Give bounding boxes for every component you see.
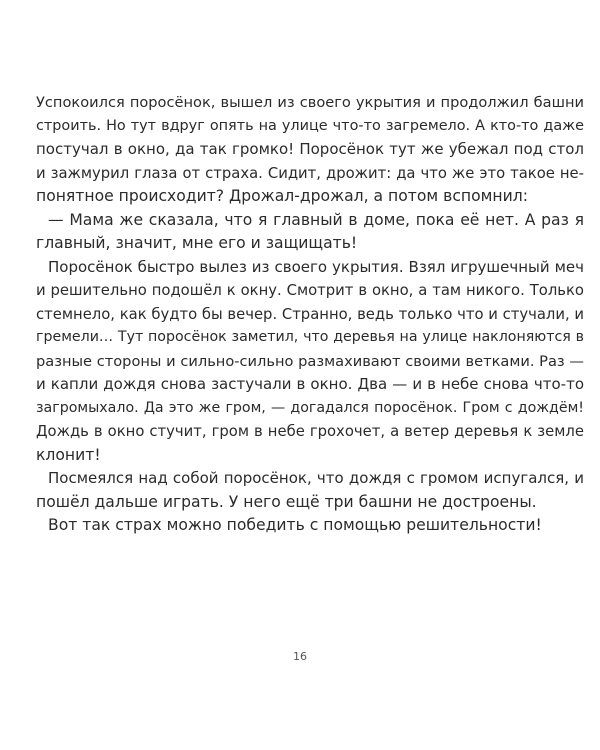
text-line: Успокоился поросёнок, вышел из своего укрытия и продолжил башни (36, 94, 584, 111)
text-line: загромыхало. Да это же гром, — догадался поросёнок. Гром с дождём! (36, 399, 584, 416)
text-line: стемнело, как будто бы вечер. Странно, ведь только что и стучали, и (36, 305, 584, 323)
text-line: Посмеялся над собой поросёнок, что дождя с громом испугался, и (48, 469, 584, 487)
text-line: понятное происходит? Дрожал-дрожал, а потом вспомнил: (36, 187, 528, 205)
text-line: постучал в окно, да так громко! Поросёнок тут же убежал под стол (36, 140, 584, 158)
text-line: разные стороны и сильно-сильно размахивают своими ветками. Раз — (36, 352, 584, 370)
text-line: и капли дождя снова застучали в окно. Два — и в небе снова что-то (36, 375, 584, 393)
story-text (36, 91, 584, 538)
text-line: гремели… Тут поросёнок заметил, что деревья на улице наклоняются в (36, 329, 584, 345)
text-line: — Мама же сказала, что я главный в доме, пока её нет. А раз я (48, 210, 584, 229)
text-line: Поросёнок быстро вылез из своего укрытия. Взял игрушечный меч (48, 257, 584, 276)
text-line: и решительно подошёл к окну. Смотрит в окно, а там никого. Только (36, 282, 584, 299)
text-line: Вот так страх можно победить с помощью решительности! (48, 516, 542, 534)
text-line: главный, значит, мне его и защищать! (36, 234, 358, 252)
text-line: Дождь в окно стучит, гром в небе грохочет, а ветер деревья к земле (36, 423, 584, 440)
text-line: клонит! (36, 445, 101, 464)
text-line: и зажмурил глаза от страха. Сидит, дрожит: да что же это такое не- (36, 164, 584, 182)
text-line: строить. Но тут вдруг опять на улице что-то загремело. А кто-то даже (36, 117, 584, 134)
page-number: 16 (293, 650, 307, 663)
text-line: пошёл дальше играть. У него ещё три башни не достроены. (36, 492, 537, 511)
